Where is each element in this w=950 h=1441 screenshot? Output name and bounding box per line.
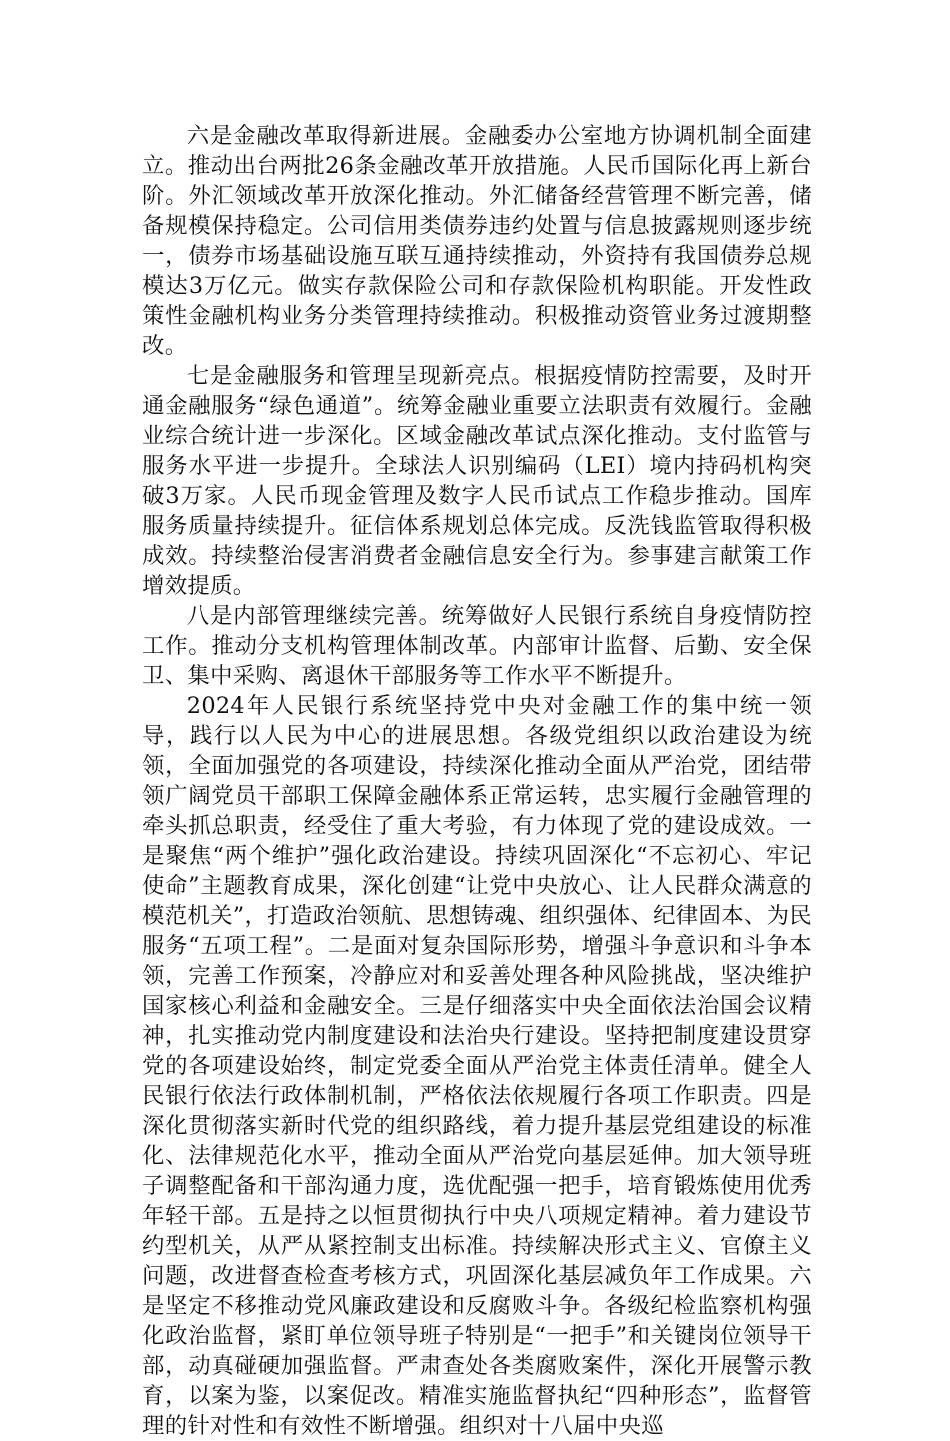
paragraph-party-building: 2024年人民银行系统坚持党中央对金融工作的集中统一领导，践行以人民为中心的进展思想。各级党组织以政治建设为统领，全面加强党的各项建设，持续深化推动全面从严治党，团结带领广阔党员干部职工保障金融体系正常运转，忠实履行金融管理的牵头抓总职责，经受住了重大考验，有力体现了党的建设成效。一是聚焦“两个维护”强化政治建设。持续巩固深化“不忘初心、牢记使命”主题教育成果，深化创建“让党中央放心、让人民群众满意的模范机关”，打造政治领航、思想铸魂、组织强体、纪律固本、为民服务“五项工程”。二是面对复杂国际形势，增强斗争意识和斗争本领，完善工作预案，冷静应对和妥善处理各种风险挑战，坚决维护国家核心利益和金融安全。三是仔细落实中央全面依法治国会议精神，扎实推动党内制度建设和法治央行建设。坚持把制度建设贯穿党的各项建设始终，制定党委全面从严治党主体责任清单。健全人民银行依法行政体制机制，严格依法依规履行各项工作职责。四是深化贯彻落实新时代党的组织路线，着力提升基层党组建设的标准化、法律规范化水平，推动全面从严治党向基层延伸。加大领导班子调整配备和干部沟通力度，选优配强一把手，培育锻炼使用优秀年轻干部。五是持之以恒贯彻执行中央八项规定精神。着力建设节约型机关，从严从紧控制支出标准。持续解决形式主义、官僚主义问题，改进督查检查考核方式，巩固深化基层减负年工作成果。六是坚定不移推动党风廉政建设和反腐败斗争。各级纪检监察机构强化政治监督，紧盯单位领导班子特别是“一把手”和关键岗位领导干部，动真碰硬加强监督。严肃查处各类腐败案件，深化开展警示教育，以案为鉴，以案促改。精准实施监督执纪“四种形态”，监督管理的针对性和有效性不断增强。组织对十八届中央巡 bbox=[142, 693, 812, 1439]
paragraph-financial-reform: 六是金融改革取得新进展。金融委办公室地方协调机制全面建立。推动出台两批26条金融改革开放措施。人民币国际化再上新台阶。外汇领域改革开放深化推动。外汇储备经营管理不断完善，储备规模保持稳定。公司信用类债券违约处置与信息披露规则逐步统一，债券市场基础设施互联互通持续推动，外资持有我国债券总规模达3万亿元。做实存款保险公司和存款保险机构职能。开发性政策性金融机构业务分类管理持续推动。积极推动资管业务过渡期整改。 bbox=[142, 123, 812, 359]
paragraph-internal-management: 八是内部管理继续完善。统筹做好人民银行系统自身疫情防控工作。推动分支机构管理体制改革。内部审计监督、后勤、安全保卫、集中采购、离退休干部服务等工作水平不断提升。 bbox=[142, 603, 812, 689]
document-body bbox=[142, 121, 812, 1441]
paragraph-financial-services: 七是金融服务和管理呈现新亮点。根据疫情防控需要，及时开通金融服务“绿色通道”。统筹金融业重要立法职责有效履行。金融业综合统计进一步深化。区域金融改革试点深化推动。支付监管与服务水平进一步提升。全球法人识别编码（LEI）境内持码机构突破3万家。人民币现金管理及数字人民币试点工作稳步推动。国库服务质量持续提升。征信体系规划总体完成。反洗钱监管取得积极成效。持续整治侵害消费者金融信息安全行为。参事建言献策工作增效提质。 bbox=[142, 363, 812, 599]
